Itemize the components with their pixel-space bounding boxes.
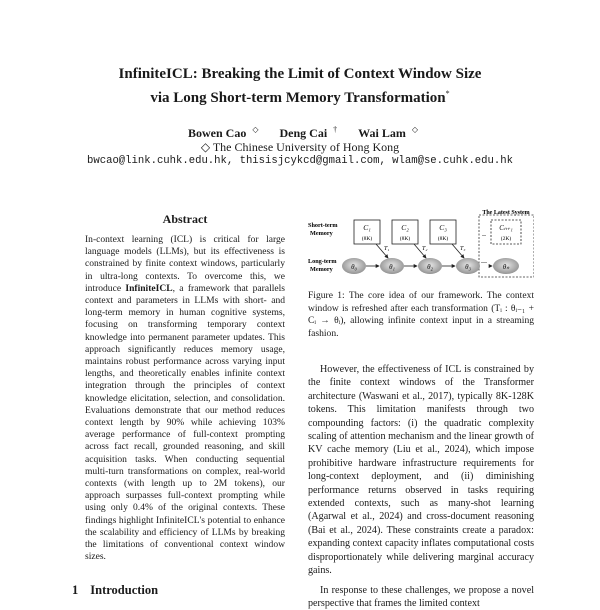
paper-title bbox=[60, 64, 540, 108]
long-term-label-2: Memory bbox=[310, 266, 334, 273]
abstract-text: In-context learning (ICL) is critical for large language models (LLMs), but its effectiveness is constrained by finite context windows, particularly in ultra-long contexts. To overcome this, we introduce InfiniteICL, a framework that parallels context and parameters in LLMs with short- and long-term memory in human cognitive systems, focusing on transforming temporary context knowledge into permanent parameter updates. This approach significantly reduces memory usage, maintains robust performance across varying input lengths, and theoretically enables infinite context integration through the principles of context knowledge elicitation, selection, and consolidation. Evaluations demonstrate that our method reduces context length by 90% while achieving 103% average performance of full-context prompting across fact recall, grounded reasoning, and skill acquisition tasks. When conducting sequential multi-turn transformations on complex, real-world contexts (with length up to 2M tokens), our approach surpasses full-context prompting while using only 0.4% of the original contexts. These findings highlight InfiniteICL's potential to enhance the scalability and efficiency of LLMs by breaking the limitations of conventional context window sizes. bbox=[85, 234, 285, 563]
svg-text:(8K): (8K) bbox=[438, 235, 449, 242]
title-line-2: via Long Short-term Memory Transformation* bbox=[60, 84, 540, 108]
short-term-label: Short-term bbox=[308, 222, 338, 229]
svg-text:(2K): (2K) bbox=[501, 235, 512, 242]
svg-text:C₁: C₁ bbox=[363, 223, 371, 232]
theta-cloud-2 bbox=[418, 258, 442, 274]
latest-system-label: The Latest System bbox=[482, 210, 529, 216]
theta-cloud-1 bbox=[380, 258, 404, 274]
author-list bbox=[60, 125, 540, 141]
svg-text:..: .. bbox=[482, 229, 486, 238]
framework-name: InfiniteICL bbox=[125, 283, 172, 294]
figure-caption: Figure 1: The core idea of our framework. The context window is refreshed after each transformation (Tᵢ : θᵢ₋₁ + Cᵢ → θᵢ), allowing infinite context input in a streaming fashion. bbox=[308, 290, 534, 340]
paragraph: However, the effectiveness of ICL is constrained by the finite context windows of the Transformer architecture (Waswani et al., 2017), typically 8K-128K tokens. This limitation manifests through two compounding factors: (i) the quadratic complexity scaling of attention mechanism and the linear growth of KV cache memory (Liu et al., 2024), which impose prohibitive hardware infrastructure requirements for long-context deployment, and (ii) diminishing performance returns observed in tasks requiring extended contexts, such as many-shot learning (Agarwal et al., 2024) and cross-document reasoning (Bai et al., 2024). These constraints create a paradox: expanding context capacity inflates computational costs disproportionately while delivering marginal accuracy gains. bbox=[308, 363, 534, 578]
context-box-3 bbox=[430, 220, 456, 244]
body-text-column bbox=[308, 363, 534, 610]
theta-cloud-n bbox=[493, 258, 519, 274]
abstract-heading: Abstract bbox=[85, 212, 285, 227]
title-line-1: InfiniteICL: Breaking the Limit of Context Window Size bbox=[60, 64, 540, 84]
svg-text:C₂: C₂ bbox=[401, 223, 409, 232]
context-box-1 bbox=[354, 220, 380, 244]
short-term-label-2: Memory bbox=[310, 230, 334, 237]
author: Wai Lam ◇ bbox=[352, 126, 418, 140]
svg-text:(8K): (8K) bbox=[362, 235, 373, 242]
transform-label-3: T₃ bbox=[460, 246, 465, 252]
svg-text:(8K): (8K) bbox=[400, 235, 411, 242]
section-heading-introduction: 1 Introduction bbox=[72, 583, 158, 598]
svg-text:θ₀: θ₀ bbox=[351, 263, 357, 271]
title-footnote-mark: * bbox=[446, 89, 450, 98]
svg-text:Cₙ₊₁: Cₙ₊₁ bbox=[499, 224, 513, 232]
paragraph: In response to these challenges, we propose a novel perspective that frames the limited context bbox=[308, 584, 534, 610]
context-box-2 bbox=[392, 220, 418, 244]
svg-text:θ₃: θ₃ bbox=[465, 263, 471, 271]
theta-cloud-3 bbox=[456, 258, 480, 274]
theta-cloud-0 bbox=[342, 258, 366, 274]
transform-label-2: T₂ bbox=[422, 246, 427, 252]
author: Deng Cai † bbox=[274, 126, 338, 140]
framework-figure bbox=[308, 206, 534, 282]
svg-text:θ₁: θ₁ bbox=[389, 263, 395, 271]
svg-text:θₙ: θₙ bbox=[503, 263, 509, 271]
ellipsis: ... bbox=[481, 256, 487, 265]
long-term-label: Long-term bbox=[308, 258, 337, 265]
svg-text:θ₂: θ₂ bbox=[427, 263, 433, 271]
context-box-n bbox=[491, 220, 521, 244]
svg-text:C₃: C₃ bbox=[439, 223, 447, 232]
author-emails: bwcao@link.cuhk.edu.hk, thisisjcykcd@gmail.com, wlam@se.cuhk.edu.hk bbox=[40, 155, 560, 167]
affiliation: ◇ The Chinese University of Hong Kong bbox=[60, 140, 540, 155]
author: Bowen Cao ◇ bbox=[182, 126, 259, 140]
transform-label-1: T₁ bbox=[384, 246, 389, 252]
